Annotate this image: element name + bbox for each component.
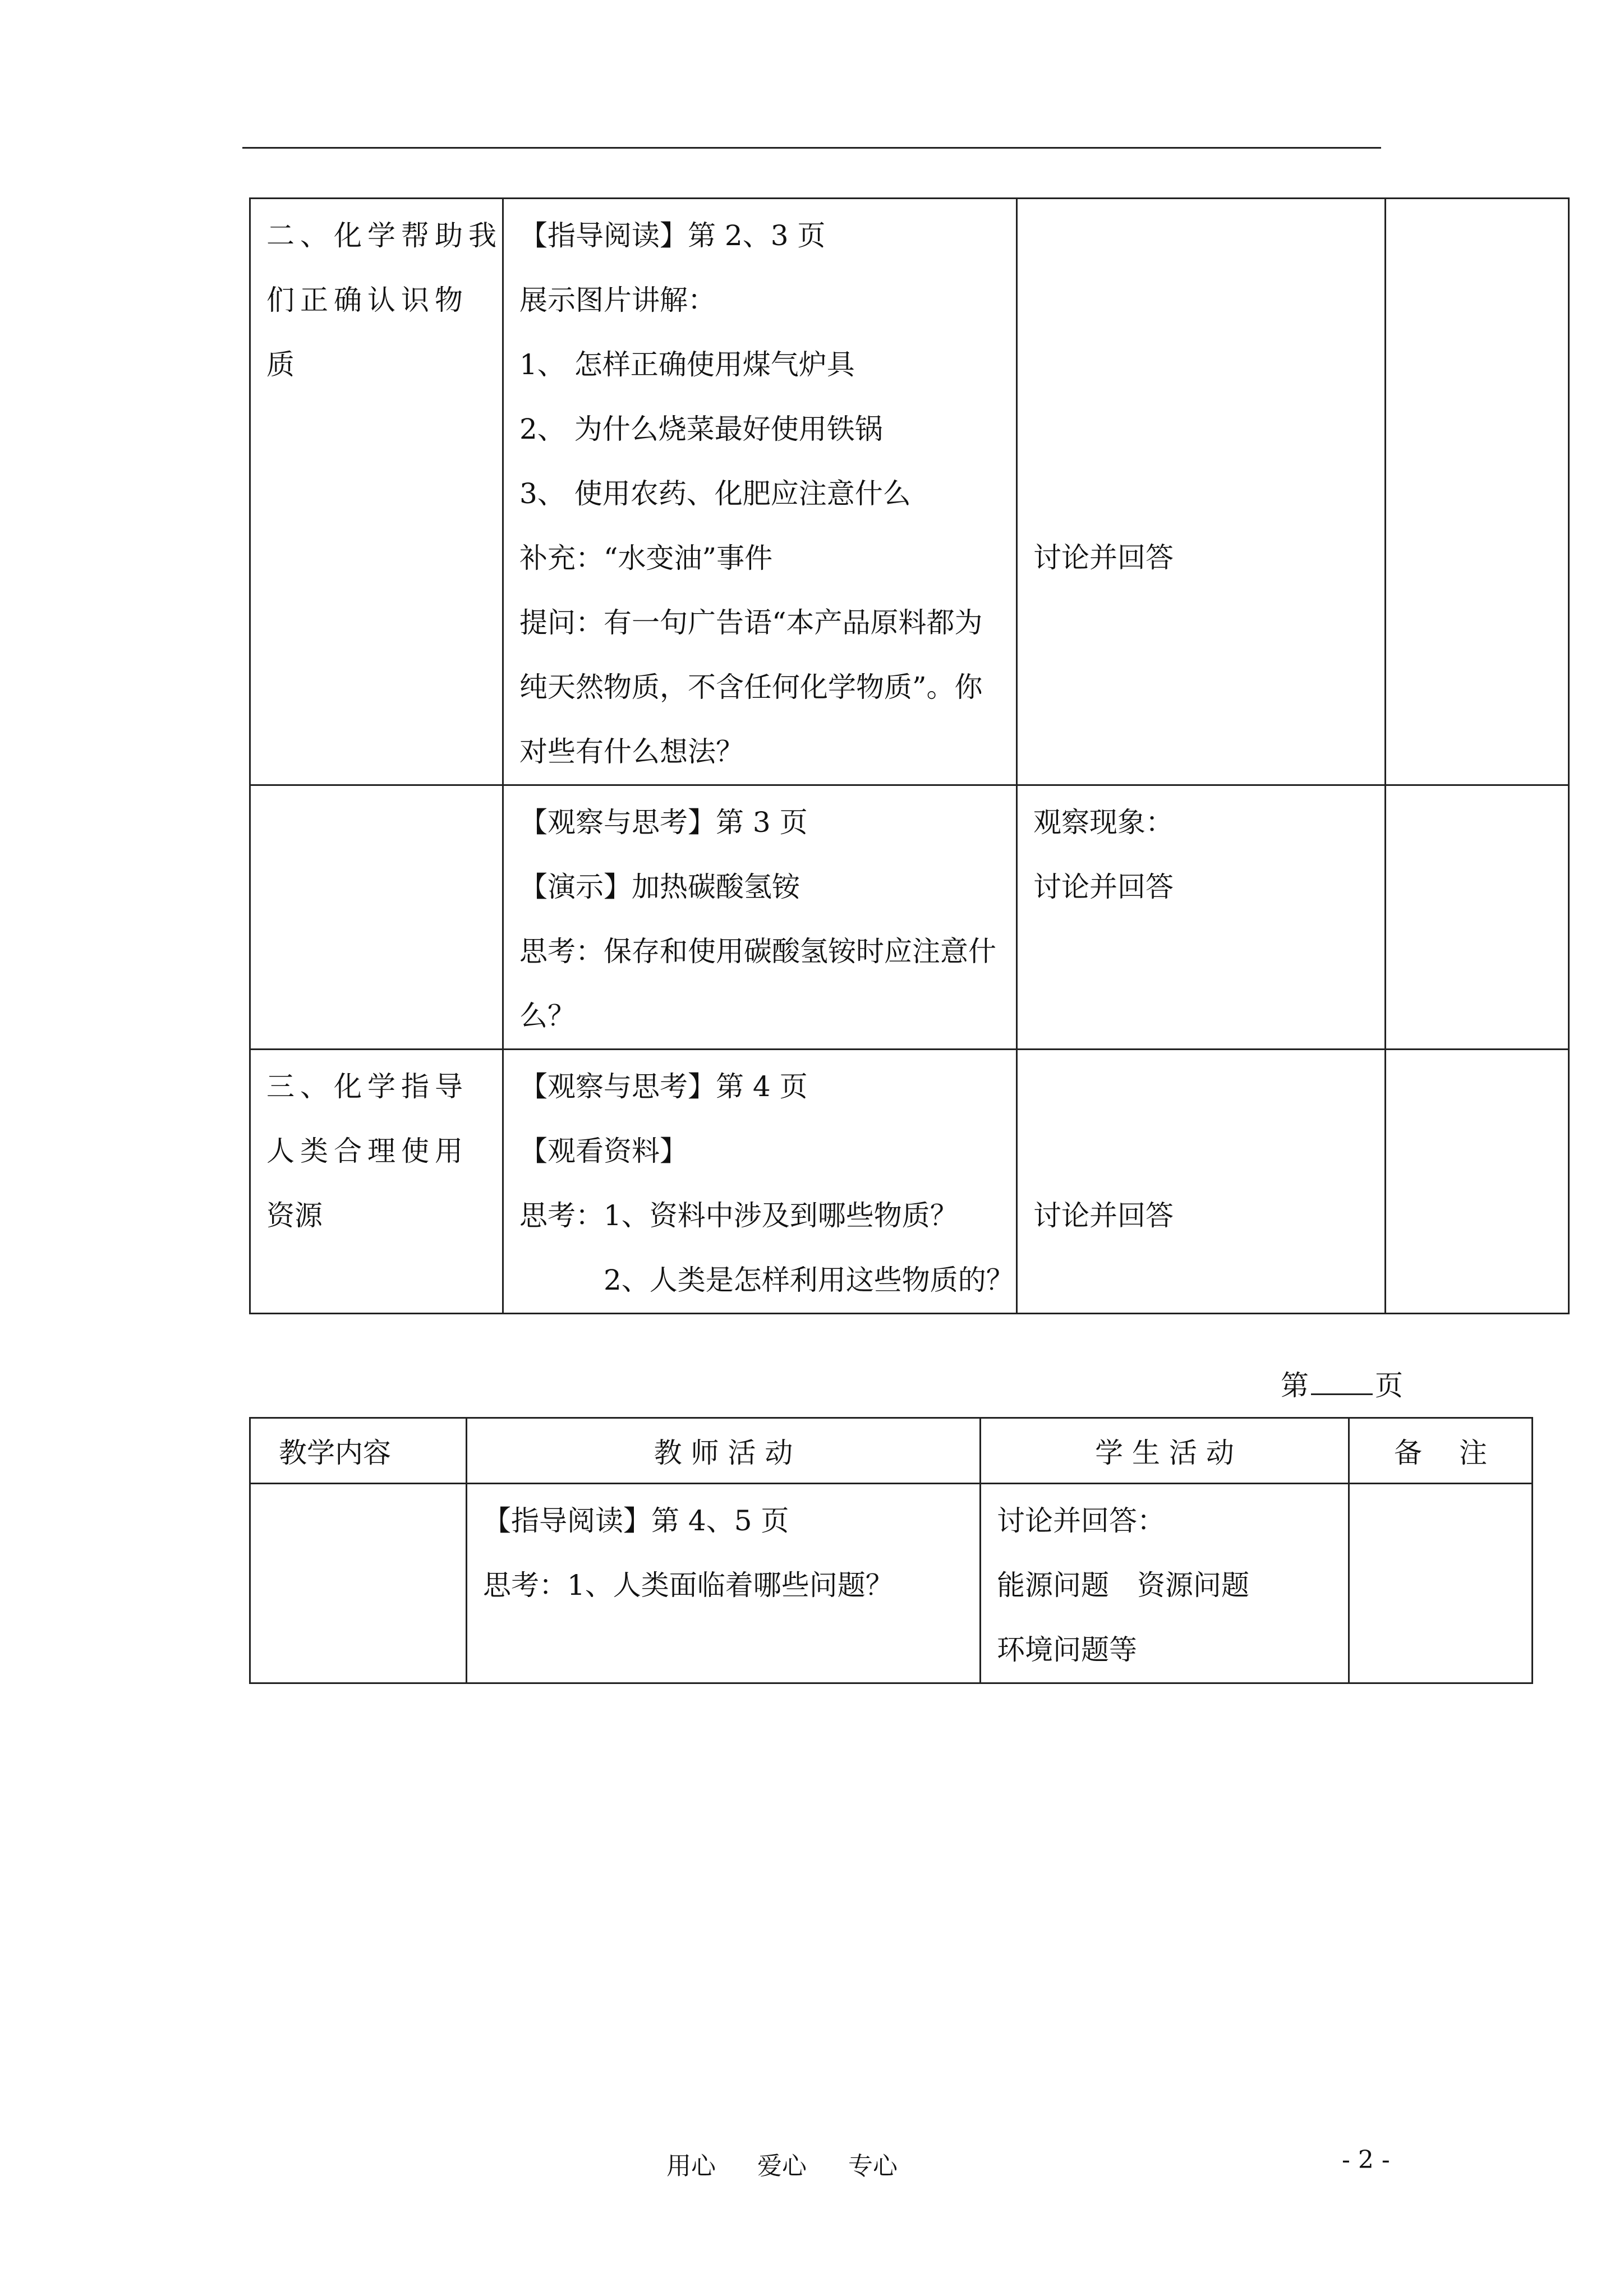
teacher-line: 补充：“水变油”事件 xyxy=(519,542,773,574)
table-row xyxy=(250,1484,1533,1683)
teacher-line: 1、 怎样正确使用煤气炉具 xyxy=(519,348,855,381)
column-header: 教 师 活 动 xyxy=(467,1418,981,1484)
table-header-row xyxy=(250,1418,1533,1484)
column-header: 学 生 活 动 xyxy=(981,1418,1349,1484)
student-activity-cell xyxy=(981,1484,1349,1683)
notes-cell xyxy=(1349,1484,1533,1683)
teacher-line: 【观察与思考】第 4 页 xyxy=(519,1070,808,1103)
teacher-line: 纯天然物质，不含任何化学物质”。你 xyxy=(519,671,983,703)
page-label-prefix: 第 xyxy=(1281,1369,1309,1402)
section-cell xyxy=(250,785,503,1050)
student-line: 能源问题 资源问题 xyxy=(997,1569,1249,1602)
teacher-activity-cell xyxy=(503,1050,1017,1314)
student-activity-cell xyxy=(1017,1050,1386,1314)
section-line: 资源 xyxy=(266,1199,323,1232)
teacher-line: 思考：保存和使用碳酸氢铵时应注意什 xyxy=(519,935,996,968)
teacher-line: 么？ xyxy=(519,1000,576,1032)
header-rule xyxy=(242,147,1381,149)
column-header: 备 注 xyxy=(1349,1418,1533,1484)
section-line: 们正确认识物 xyxy=(266,284,468,316)
teacher-activity-cell xyxy=(503,785,1017,1050)
teacher-line: 提问：有一句广告语“本产品原料都为 xyxy=(519,606,983,639)
teacher-line: 3、 使用农药、化肥应注意什么 xyxy=(519,477,911,510)
teacher-line: 2、 为什么烧菜最好使用铁锅 xyxy=(519,413,883,445)
section-line: 二、化学帮助我 xyxy=(266,219,502,252)
table-row xyxy=(250,199,1569,785)
teacher-line: 【指导阅读】第 2、3 页 xyxy=(519,219,826,252)
section-line: 质 xyxy=(266,348,295,381)
teacher-line: 2、人类是怎样利用这些物质的？ xyxy=(604,1264,1014,1296)
teacher-activity-cell xyxy=(467,1484,981,1683)
column-header: 教学内容 xyxy=(250,1418,467,1484)
notes-cell xyxy=(1386,1050,1569,1314)
teacher-activity-cell xyxy=(503,199,1017,785)
student-line: 观察现象： xyxy=(1033,806,1174,839)
section-cell xyxy=(250,1484,467,1683)
section-line: 三、化学指导 xyxy=(266,1070,468,1103)
table-row xyxy=(250,1050,1569,1314)
notes-cell xyxy=(1386,785,1569,1050)
table-row xyxy=(250,785,1569,1050)
section-cell xyxy=(250,199,503,785)
section-cell xyxy=(250,1050,503,1314)
page-label-suffix: 页 xyxy=(1375,1369,1403,1402)
student-line: 讨论并回答 xyxy=(1033,541,1174,574)
teacher-line: 对些有什么想法？ xyxy=(519,735,744,768)
page-number-label xyxy=(1281,1363,1403,1404)
teacher-line: 展示图片讲解： xyxy=(519,284,716,316)
teacher-line: 思考：1、资料中涉及到哪些物质？ xyxy=(519,1199,958,1232)
teacher-line: 【演示】加热碳酸氢铵 xyxy=(519,871,800,903)
footer-page-number: - 2 - xyxy=(1342,2146,1390,2174)
notes-cell xyxy=(1386,199,1569,785)
lesson-table-continued xyxy=(249,1417,1533,1684)
student-activity-cell xyxy=(1017,785,1386,1050)
lesson-table xyxy=(249,197,1570,1314)
teacher-line: 思考：1、人类面临着哪些问题？ xyxy=(483,1569,894,1602)
footer-slogan: 用心 爱心 专心 xyxy=(666,2152,898,2180)
page-blank-line xyxy=(1311,1369,1373,1395)
student-line: 讨论并回答 xyxy=(1033,871,1174,903)
student-line: 环境问题等 xyxy=(997,1634,1137,1666)
student-activity-cell xyxy=(1017,199,1386,785)
student-line: 讨论并回答： xyxy=(997,1504,1165,1537)
student-line: 讨论并回答 xyxy=(1033,1199,1174,1232)
teacher-line: 【指导阅读】第 4、5 页 xyxy=(483,1504,789,1537)
teacher-line: 【观看资料】 xyxy=(519,1135,688,1167)
section-line: 人类合理使用 xyxy=(266,1135,468,1167)
teacher-line: 【观察与思考】第 3 页 xyxy=(519,806,808,839)
